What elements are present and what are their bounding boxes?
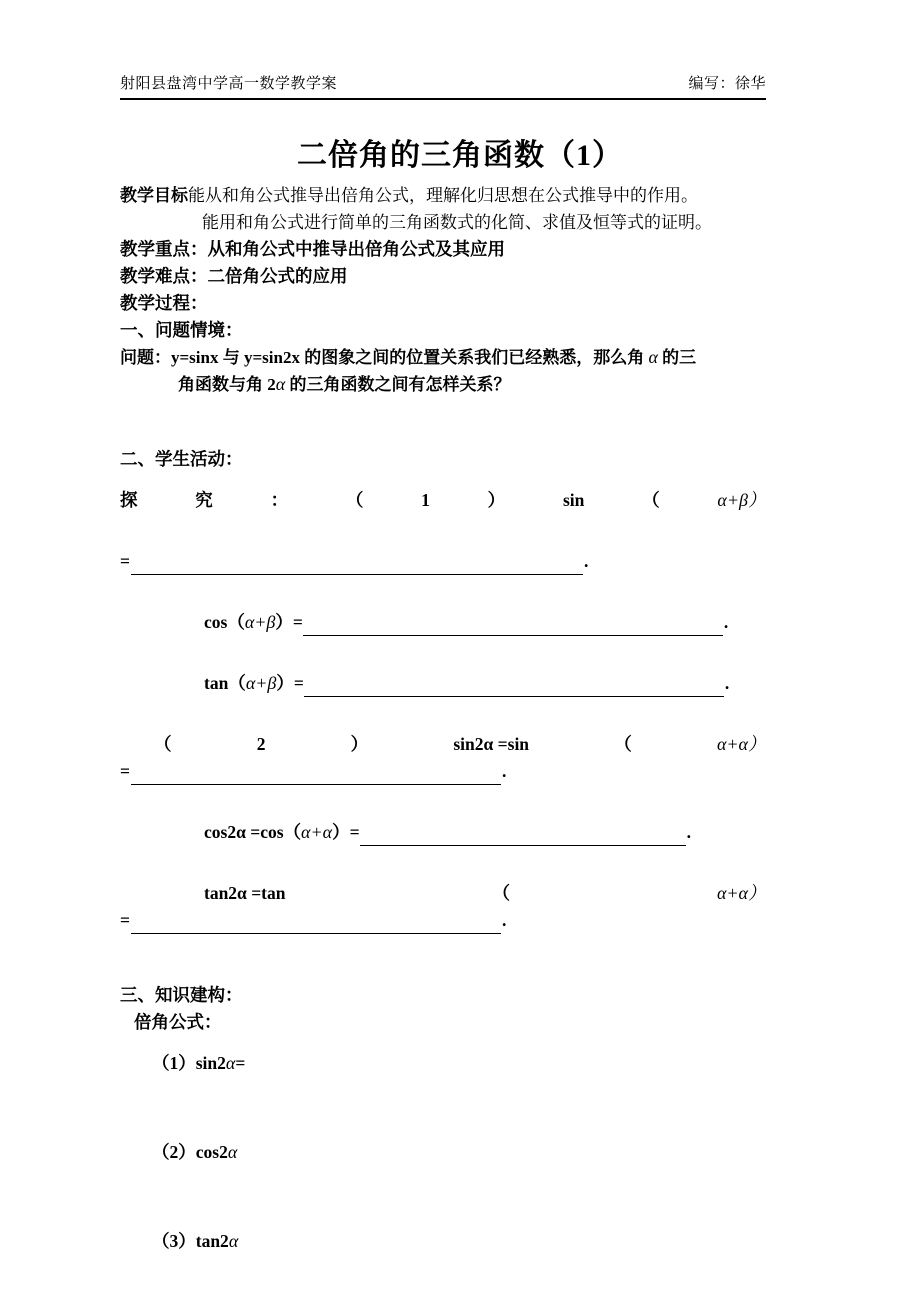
explore-seg: 探 [120,490,138,510]
page-header [120,72,766,93]
explore-seg: 究 [195,490,213,510]
objectives-line-1 [120,182,766,209]
item-formula: sin2 [195,1053,226,1073]
section-3-subtitle: 倍角公式： [134,1012,222,1032]
period: . [686,822,691,842]
spacer [120,514,766,548]
equals-sign: = [120,761,130,781]
difficulty-line: 教学难点：二倍角公式的应用 [120,266,348,286]
section-3-heading: 三、知识建构： [120,985,243,1005]
explore-line [120,487,766,514]
item-formula: tan2 [195,1231,229,1251]
problem-line-1 [120,344,766,371]
explore-seg: ： [270,490,289,510]
item2-seg-greek: α+α） [716,734,766,754]
answer-blank[interactable] [131,769,501,785]
tan-sum-row [120,670,766,697]
cos-sum-row [120,609,766,636]
objectives-label: 教学目标 [120,186,188,205]
item-tail: = [235,1053,246,1073]
equals-sign: = [120,910,130,930]
formula-item-2 [120,1139,766,1166]
period: . [723,612,729,632]
item2-seg: （ [614,734,632,754]
spacer [120,697,766,731]
item2-seg: （ [154,734,172,754]
explore-seg: ） [487,490,506,510]
spacer [120,473,766,487]
spacer [120,846,766,880]
spacer [120,1077,766,1139]
objectives-text-2: 能用和角公式进行简单的三角函数式的化简、求值及恒等式的证明。 [202,213,712,232]
spacer [120,636,766,670]
answer-blank-row-1 [120,548,766,575]
item2-seg: sin2α =sin [453,734,530,754]
alpha-symbol: α [648,347,658,367]
formula-item-1 [120,1050,766,1077]
key-point-line: 教学重点：从和角公式中推导出倍角公式及其应用 [120,239,505,259]
equals-sign: = [120,551,130,571]
item-formula: cos2 [195,1142,228,1162]
process-label: 教学过程： [120,293,208,313]
spacer [120,398,766,446]
problem-line-2 [120,371,766,398]
objectives-line-2 [120,209,766,236]
item2-seg: ） [350,734,369,754]
answer-blank[interactable] [303,620,723,636]
tan-sum-prefix: tan（ [204,673,246,693]
period: . [501,910,507,930]
answer-blank[interactable] [360,830,686,846]
cos-sum-greek: α+β [244,612,276,632]
item-number: （1） [152,1053,196,1073]
section-1-heading: 一、问题情境： [120,320,243,340]
item-greek: α [227,1142,238,1162]
explore-seg: （ [345,490,364,510]
problem-text-b: 的三 [657,348,697,367]
item-greek: α [225,1053,236,1073]
explore-seg: sin [562,490,585,510]
answer-blank[interactable] [131,559,583,575]
period: . [501,761,507,781]
page-title: 二倍角的三角函数（1） [297,139,623,172]
tan-double-seg-greek: α+α） [716,883,766,903]
section-2-heading: 二、学生活动： [120,449,243,469]
document-body [120,182,766,1255]
cos-sum-suffix: ）= [275,612,303,632]
tan-double-line [120,880,766,907]
explore-seg: （ [642,490,660,510]
cos-double-greek: α+α [301,822,333,842]
answer-blank[interactable] [131,918,501,934]
tan-sum-greek: α+β [245,673,277,693]
cos-double-row [120,819,766,846]
item-greek: α [228,1231,239,1251]
objectives-text-1: 能从和角公式推导出倍角公式，理解化归思想在公式推导中的作用。 [188,186,698,205]
period: . [583,551,589,571]
cos-double-prefix: cos2α =cos（ [204,822,302,842]
problem-text-d: 的三角函数之间有怎样关系？ [285,375,511,394]
spacer [120,1166,766,1228]
answer-blank-row-2 [120,758,766,785]
answer-blank-row-3 [120,907,766,934]
explore-seg: 1 [421,490,430,510]
header-right-text: 编写：徐华 [688,76,766,92]
cos-double-suffix: ）= [332,822,360,842]
alpha-symbol: α [275,374,286,394]
answer-blank[interactable] [304,681,724,697]
spacer [120,575,766,609]
problem-text-c: 角函数与角 2 [178,375,276,394]
item-2-line [120,731,766,758]
cos-sum-prefix: cos（ [204,612,245,632]
item-number: （3） [152,1231,196,1251]
item2-seg: 2 [256,734,266,754]
tan-sum-suffix: ）= [276,673,304,693]
period: . [724,673,730,693]
header-left-text: 射阳县盘湾中学高一数学教学案 [120,76,338,92]
header-divider [120,98,766,100]
spacer [120,785,766,819]
formula-item-3 [120,1228,766,1255]
spacer [120,934,766,982]
item-number: （2） [152,1142,196,1162]
problem-text-a: 问题：y=sinx 与 y=sin2x 的图象之间的位置关系我们已经熟悉，那么角 [120,348,649,367]
tan-double-seg: tan2α =tan [204,883,286,903]
spacer [120,1036,766,1050]
tan-double-seg: （ [492,883,510,903]
explore-seg-greek: α+β） [717,490,766,510]
